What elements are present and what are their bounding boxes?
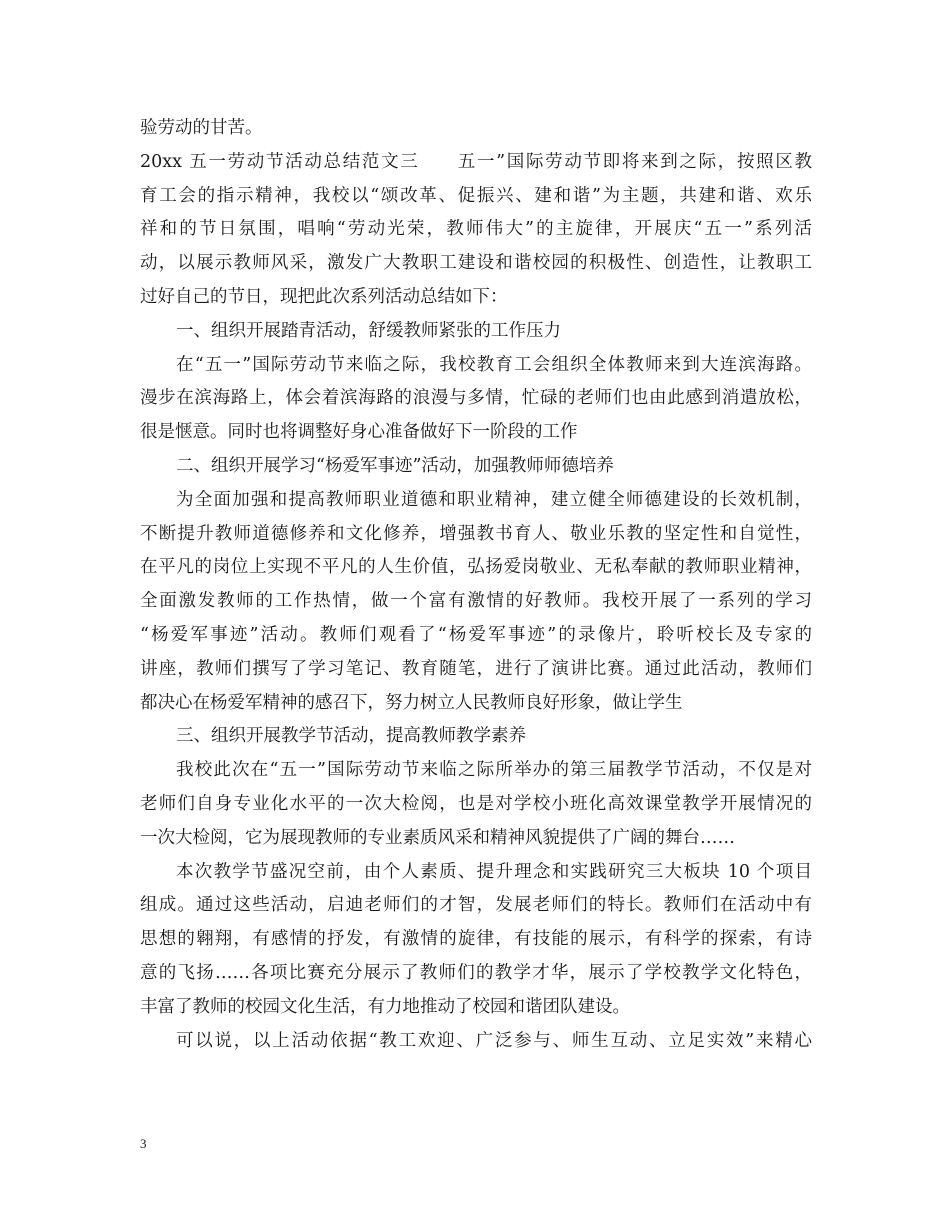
text-line: 都决心在杨爱军精神的感召下，努力树立人民教师良好形象，做让学生 (140, 692, 683, 713)
text-line: “杨爱军事迹”活动。教师们观看了“杨爱军事迹”的录像片，聆听校长及专家的 (140, 624, 812, 645)
text-line: 全面激发教师的工作热情，做一个富有激情的好教师。我校开展了一系列的学习 (140, 591, 812, 612)
text-line: 在“五一”国际劳动节来临之际，我校教育工会组织全体教师来到大连滨海路。 (176, 354, 812, 375)
text-line: 思想的翱翔，有感情的抒发，有激情的旋律，有技能的展示，有科学的探索，有诗 (140, 929, 812, 950)
text-line: 过好自己的节日，现把此次系列活动总结如下： (140, 286, 508, 307)
text-line: 育工会的指示精神，我校以“颂改革、促振兴、建和谐”为主题，共建和谐、欢乐 (140, 185, 812, 206)
text-line: 组成。通过这些活动，启迪老师们的才智，发展老师们的特长。教师们在活动中有 (140, 895, 812, 916)
text-line: 动，以展示教师风采，激发广大教职工建设和谐校园的积极性、创造性，让教职工 (140, 253, 812, 274)
text-line: 祥和的节日氛围，唱响“劳动光荣，教师伟大”的主旋律，开展庆“五一”系列活 (140, 219, 812, 240)
text-line: 不断提升教师道德修养和文化修养，增强教书育人、敬业乐教的坚定性和自觉性， (140, 523, 812, 544)
text-line: 为全面加强和提高教师职业道德和职业精神，建立健全师德建设的长效机制， (176, 489, 812, 510)
text-line: 老师们自身专业化水平的一次大检阅，也是对学校小班化高效课堂教学开展情况的 (140, 793, 812, 814)
page-number: 3 (140, 1136, 147, 1151)
text-line: 验劳动的甘苦。 (140, 118, 263, 138)
text-line: 二、组织开展学习“杨爱军事迹”活动，加强教师师德培养 (176, 455, 614, 476)
document-body (140, 112, 812, 1058)
text-line: 丰富了教师的校园文化生活，有力地推动了校园和谐团队建设。 (140, 996, 630, 1017)
text-line: 意的飞扬……各项比赛充分展示了教师们的教学才华，展示了学校教学文化特色， (140, 962, 812, 983)
text-line: 很是惬意。同时也将调整好身心准备做好下一阶段的工作 (140, 422, 578, 443)
text-line: 本次教学节盛况空前，由个人素质、提升理念和实践研究三大板块 10 个项目 (176, 861, 812, 882)
text-line: 漫步在滨海路上，体会着滨海路的浪漫与多情，忙碌的老师们也由此感到消遣放松， (140, 388, 812, 409)
text-line: 讲座，教师们撰写了学习笔记、教育随笔，进行了演讲比赛。通过此活动，教师们 (140, 658, 812, 679)
text-line: 可以说，以上活动依据“教工欢迎、广泛参与、师生互动、立足实效”来精心 (176, 1030, 812, 1051)
text-line: 在平凡的岗位上实现不平凡的人生价值，弘扬爱岗敬业、无私奉献的教师职业精神， (140, 557, 812, 578)
text-line: 三、组织开展教学节活动，提高教师教学素养 (176, 726, 526, 747)
text-line: 我校此次在“五一”国际劳动节来临之际所举办的第三届教学节活动，不仅是对 (176, 760, 812, 781)
text-line: 20xx 五一劳动节活动总结范文三 五一”国际劳动节即将来到之际，按照区教 (140, 151, 812, 172)
text-line: 一次大检阅，它为展现教师的专业素质风采和精神风貌提供了广阔的舞台…… (140, 827, 735, 848)
text-line: 一、组织开展踏青活动，舒缓教师紧张的工作压力 (176, 320, 561, 341)
